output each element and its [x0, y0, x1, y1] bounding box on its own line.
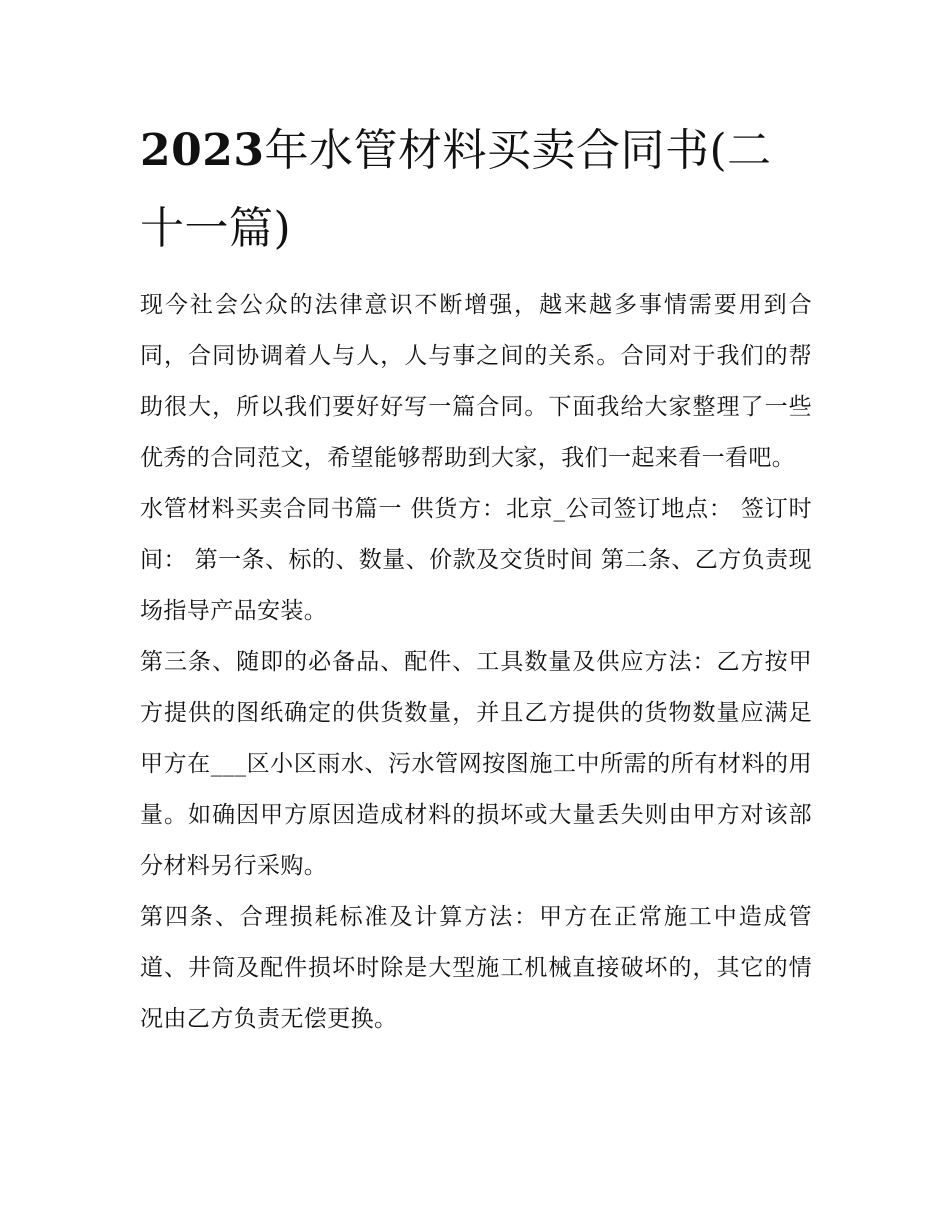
document-title — [140, 112, 812, 268]
intro-paragraph: 现今社会公众的法律意识不断增强，越来越多事情需要用到合同，合同协调着人与人，人与事之间的关系。合同对于我们的帮助很大，所以我们要好好写一篇合同。下面我给大家整理了一些优秀的合同范文，希望能够帮助到大家，我们一起来看一看吧。 — [140, 292, 812, 471]
title-year: 2023 — [140, 125, 265, 176]
contract-paragraph-3: 第三条、随即的必备品、配件、工具数量及供应方法：乙方按甲方提供的图纸确定的供货数量，并且乙方提供的货物数量应满足甲方在___区小区雨水、污水管网按图施工中所需的所有材料的用量。如确因甲方原因造成材料的损坏或大量丢失则由甲方对该部分材料另行采购。 — [140, 649, 812, 879]
contract-paragraph-1: 水管材料买卖合同书篇一 供货方：北京_公司签订地点： 签订时间： 第一条、标的、数量、价款及交货时间 第二条、乙方负责现场指导产品安装。 — [140, 496, 812, 624]
document-page — [140, 112, 812, 1045]
title-text: 年水管材料买卖合同书(二十一篇) — [140, 125, 772, 254]
contract-paragraph-4: 第四条、合理损耗标准及计算方法：甲方在正常施工中造成管道、井筒及配件损坏时除是大型施工机械直接破坏的，其它的情况由乙方负责无偿更换。 — [140, 904, 812, 1032]
